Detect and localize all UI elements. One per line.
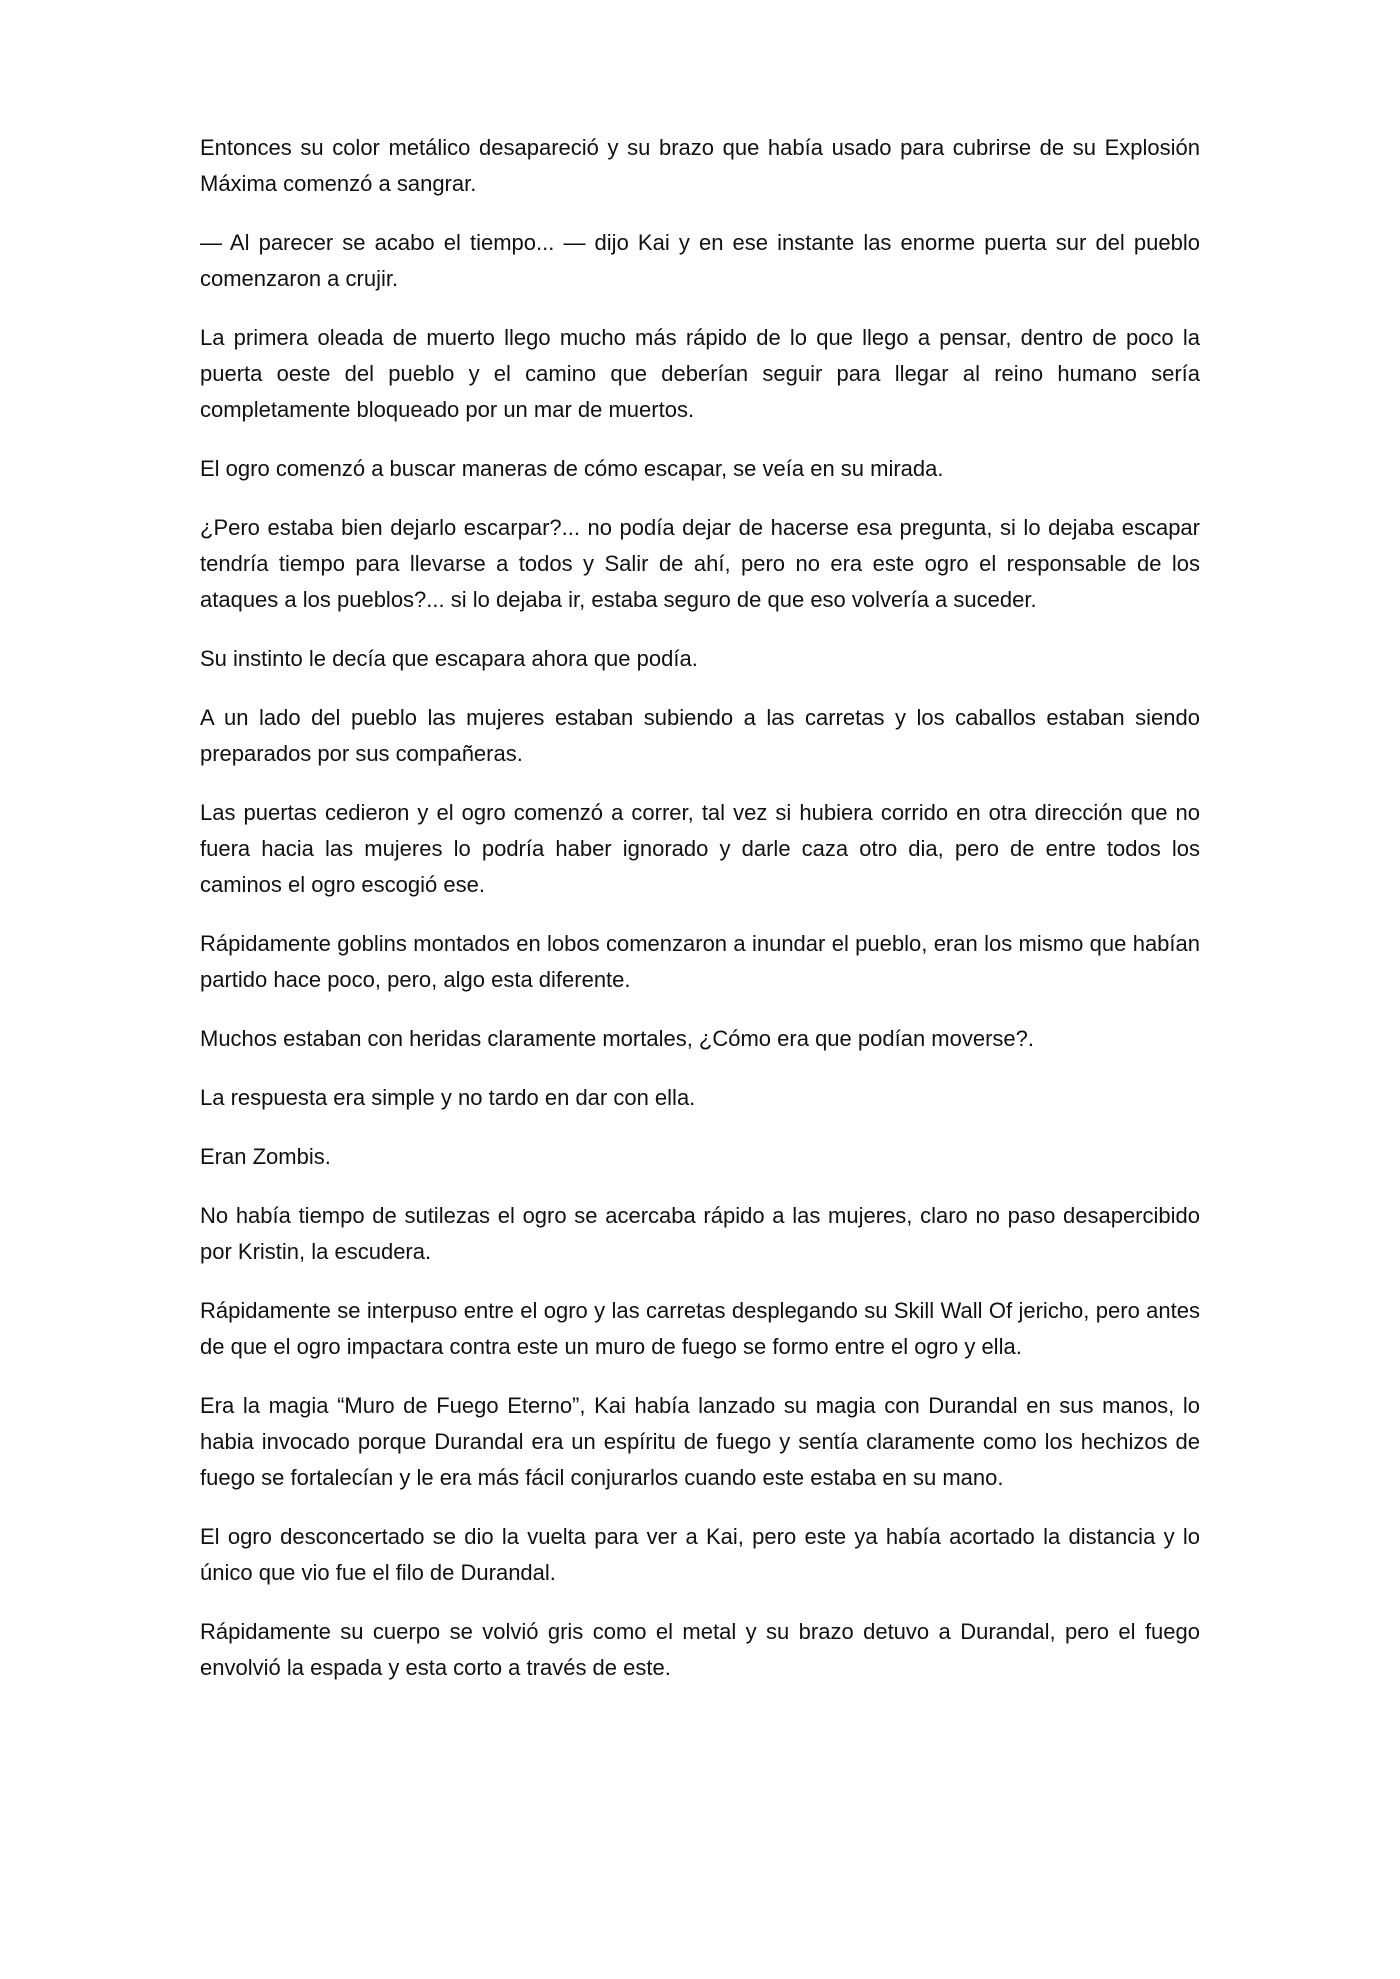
paragraph: No había tiempo de sutilezas el ogro se acercaba rápido a las mujeres, claro no paso desapercibido por Kristin, la escudera.: [200, 1203, 1200, 1264]
paragraph: ¿Pero estaba bien dejarlo escarpar?... no podía dejar de hacerse esa pregunta, si lo dejaba escapar tendría tiempo para llevarse a todos y Salir de ahí, pero no era este ogro el responsable de los ataques a los pueblos?... si lo dejaba ir, estaba seguro de que eso volvería a suceder.: [200, 515, 1200, 612]
paragraph: El ogro desconcertado se dio la vuelta para ver a Kai, pero este ya había acortado la distancia y lo único que vio fue el filo de Durandal.: [200, 1524, 1200, 1585]
paragraph: — Al parecer se acabo el tiempo... — dijo Kai y en ese instante las enorme puerta sur del pueblo comenzaron a crujir.: [200, 230, 1200, 291]
paragraph: A un lado del pueblo las mujeres estaban subiendo a las carretas y los caballos estaban siendo preparados por sus compañeras.: [200, 705, 1200, 766]
paragraph: Rápidamente goblins montados en lobos comenzaron a inundar el pueblo, eran los mismo que habían partido hace poco, pero, algo esta diferente.: [200, 931, 1200, 992]
paragraph: Rápidamente su cuerpo se volvió gris como el metal y su brazo detuvo a Durandal, pero el fuego envolvió la espada y esta corto a través de este.: [200, 1619, 1200, 1680]
paragraph: Entonces su color metálico desapareció y su brazo que había usado para cubrirse de su Explosión Máxima comenzó a sangrar.: [200, 135, 1200, 196]
paragraph: Eran Zombis.: [200, 1144, 331, 1169]
paragraph: La primera oleada de muerto llego mucho más rápido de lo que llego a pensar, dentro de poco la puerta oeste del pueblo y el camino que deberían seguir para llegar al reino humano sería completamente bloqueado por un mar de muertos.: [200, 325, 1200, 422]
document-body: [200, 130, 1200, 1709]
paragraph: El ogro comenzó a buscar maneras de cómo escapar, se veía en su mirada.: [200, 456, 944, 481]
paragraph: La respuesta era simple y no tardo en dar con ella.: [200, 1085, 696, 1110]
paragraph: Las puertas cedieron y el ogro comenzó a correr, tal vez si hubiera corrido en otra dirección que no fuera hacia las mujeres lo podría haber ignorado y darle caza otro dia, pero de entre todos los caminos el ogro escogió ese.: [200, 800, 1200, 897]
paragraph: Rápidamente se interpuso entre el ogro y las carretas desplegando su Skill Wall Of jericho, pero antes de que el ogro impactara contra este un muro de fuego se formo entre el ogro y ella.: [200, 1298, 1200, 1359]
paragraph: Su instinto le decía que escapara ahora que podía.: [200, 646, 698, 671]
paragraph: Muchos estaban con heridas claramente mortales, ¿Cómo era que podían moverse?.: [200, 1026, 1034, 1051]
paragraph: Era la magia “Muro de Fuego Eterno”, Kai había lanzado su magia con Durandal en sus manos, lo habia invocado porque Durandal era un espíritu de fuego y sentía claramente como los hechizos de fuego se fortalecían y le era más fácil conjurarlos cuando este estaba en su mano.: [200, 1393, 1200, 1490]
